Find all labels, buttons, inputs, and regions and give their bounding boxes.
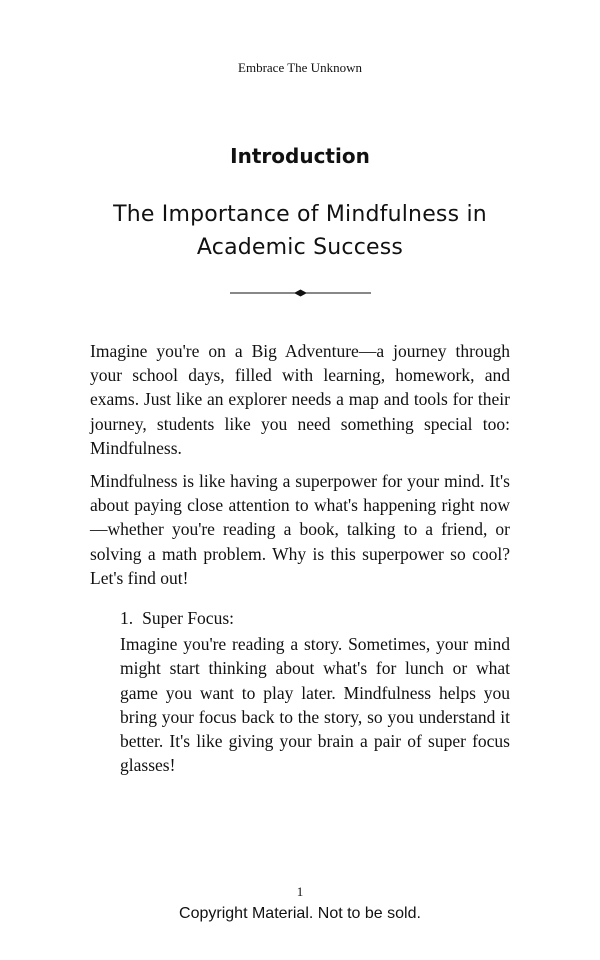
- chapter-label: Introduction: [230, 144, 370, 168]
- copyright-notice: Copyright Material. Not to be sold.: [179, 905, 421, 922]
- ornament-divider-icon: [230, 286, 371, 300]
- list-item: [90, 606, 510, 777]
- list-item-title: Super Focus:: [142, 608, 234, 629]
- paragraph: Mindfulness is like having a superpower for your mind. It's about paying close attention to what's happening right now—whether you're reading a book, talking to a friend, or solving a math problem. Why is this superpower so cool? Let's find out!: [90, 471, 510, 588]
- body-text: [90, 339, 510, 786]
- running-header: Embrace The Unknown: [238, 60, 362, 75]
- page-number: 1: [296, 884, 304, 899]
- paragraph: Imagine you're on a Big Adventure—a journey through your school days, filled with learning, homework, and exams. Just like an explorer needs a map and tools for their journey, students like you need something special too: Mindfulness.: [90, 341, 510, 458]
- list-item-number: 1.: [120, 608, 134, 629]
- chapter-title: The Importance of Mindfulness in Academic Success: [113, 202, 487, 260]
- list-item-text: Imagine you're reading a story. Sometimes, your mind might start thinking about what's for lunch or what game you want to play later. Mindfulness helps you bring your focus back to the story, so you understand it better. It's like giving your brain a pair of super focus glasses!: [120, 634, 510, 776]
- list-item-heading: [120, 606, 510, 630]
